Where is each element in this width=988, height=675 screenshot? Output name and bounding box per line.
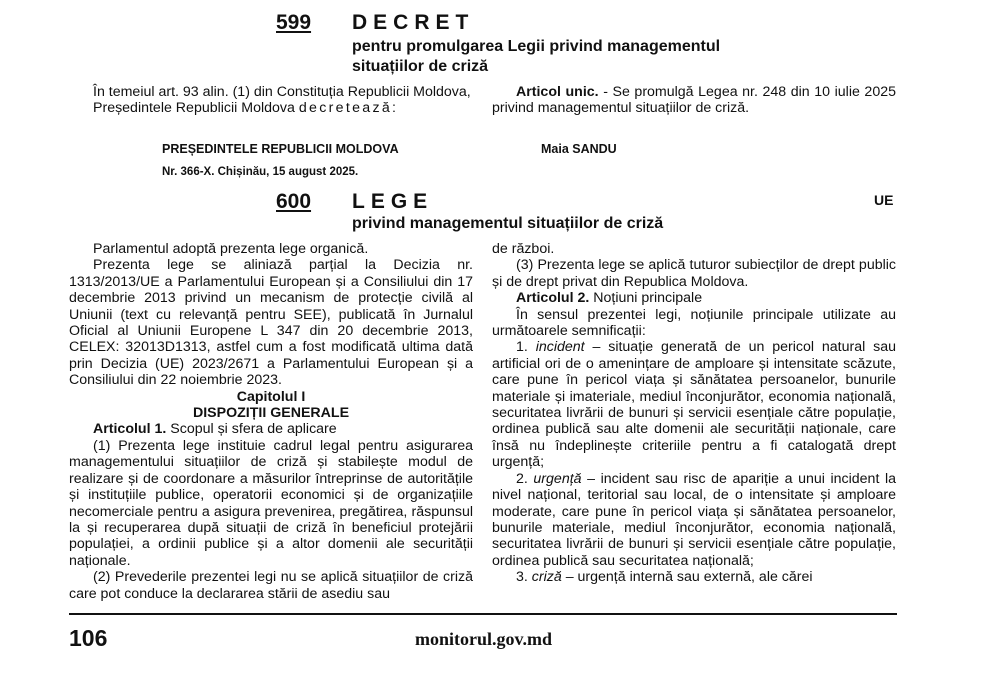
article2-label: Articolul 2.	[516, 290, 590, 307]
term-criza: criză	[531, 569, 562, 586]
article2-title: Noțiuni principale	[589, 290, 703, 307]
decree-number: 599	[276, 11, 312, 34]
law-alignment-text: Prezenta lege se aliniază parțial la Decizia nr. 1313/2013/UE a Parlamentului European și a Consiliului din 17 decembrie 2013 privind un mecanism de protecție civilă al Uniunii (text cu relevanță pentru SEE), publicată în Jurnalul Oficial al Uniunii Europene L 347 din 20 decembrie 2013, CELEX: 32013D1313, astfel cum a fost modificată ultima dată prin Decizia (UE) 2023/2671 a Parlamentului European și a Consiliului din 22 noiembrie 2023.	[69, 257, 473, 389]
law-right-column	[492, 241, 896, 586]
chapter-number: Capitolul I	[236, 388, 306, 405]
article1-paragraph1: (1) Prezenta lege instituie cadrul legal pentru asigurarea managementului situațiilor de criză și stabilește modul de realizare și de coordonare a măsurilor întreprinse de autoritățile și instituțiile publice, operatorii economici și de organizațiile necomerciale pentru a asigura prevenirea, pregătirea, răspunsul la și recuperarea după situații de criză în beneficiul protejării populației, a ordinii publice și a altor domenii ale securității naționale.	[69, 437, 473, 569]
decree-preamble-p2	[69, 100, 473, 116]
decree-title-line1: pentru promulgarea Legii privind managementul	[352, 38, 721, 55]
term-incident: incident	[535, 339, 585, 356]
law-number: 600	[276, 190, 312, 213]
article1-title: Scopul și sfera de aplicare	[166, 421, 337, 438]
decree-decrees-word: decretează:	[298, 100, 399, 117]
decree-reference: Nr. 366-X. Chișinău, 15 august 2025.	[162, 166, 359, 178]
law-adoption-text: Parlamentul adoptă prezenta lege organică.	[93, 241, 369, 257]
decree-signer-name: Maia SANDU	[541, 142, 617, 156]
article1-label: Articolul 1.	[93, 421, 167, 438]
page-number: 106	[69, 625, 108, 651]
decree-kind: DECRET	[352, 11, 475, 34]
law-kind: LEGE	[352, 190, 434, 213]
article1-paragraph2: (2) Prevederile prezentei legi nu se aplică situațiilor de criză care pot conduce la declararea stării de asediu sau	[69, 569, 473, 602]
article1-paragraph3: (3) Prezenta lege se aplică tuturor subiecților de drept public și de drept privat din Republica Moldova.	[492, 257, 896, 290]
decree-title	[352, 37, 912, 77]
law-left-column	[69, 241, 473, 602]
definition-urgenta: 2. urgență – incident sau risc de apariție a unui incident la nivel național, teritorial sau local, de o intensitate și amploare moderate, care pune în pericol viața și sănătatea persoanelor, bunurile materiale, mediul înconjurător, economia națională, securitatea livrării de bunuri și servicii esențiale către populație, ordinea publică sau securitatea națională;	[492, 470, 896, 569]
site-name: monitorul.gov.md	[415, 629, 553, 649]
decree-signer-title: PREȘEDINTELE REPUBLICII MOLDOVA	[162, 142, 399, 156]
decree-article	[492, 84, 896, 117]
decree-article-text: - Se promulgă Legea nr. 248 din 10 iulie 2025 privind managementul situațiilor de criză.	[492, 84, 896, 117]
footer-rule	[69, 613, 897, 615]
eu-badge: UE	[874, 192, 894, 208]
definition-criza: 3. criză – urgență internă sau externă, ale cărei	[516, 569, 813, 586]
decree-article-label: Articol unic.	[516, 84, 599, 100]
continuation-text: de război.	[492, 241, 555, 257]
chapter-title: DISPOZIȚII GENERALE	[192, 405, 350, 422]
decree-president-text: Președintele Republicii Moldova	[93, 100, 295, 117]
decree-preamble	[69, 84, 473, 117]
decree-title-line2: situațiilor de criză	[352, 58, 489, 75]
law-title: privind managementul situațiilor de criză	[352, 215, 664, 232]
decree-preamble-p1: În temeiul art. 93 alin. (1) din Constituția Republicii Moldova,	[93, 84, 471, 100]
term-urgenta: urgență	[533, 470, 582, 487]
definition-incident: 1. incident – situație generată de un pericol natural sau artificial ori de o amenințare de amploare și intensitate scăzute, care pune în pericol viața și sănătatea persoanelor, bunurile materiale și imateriale, mediul înconjurător, economia națională, securitatea livrării de bunuri și servicii esențiale către populație, ordinea publică sau alte domenii ale securității naționale, care însă nu îndeplinește criteriile pentru a fi catalogată drept urgență;	[492, 339, 896, 471]
article2-intro: În sensul prezentei legi, noțiunile principale utilizate au următoarele semnificații:	[492, 306, 896, 340]
